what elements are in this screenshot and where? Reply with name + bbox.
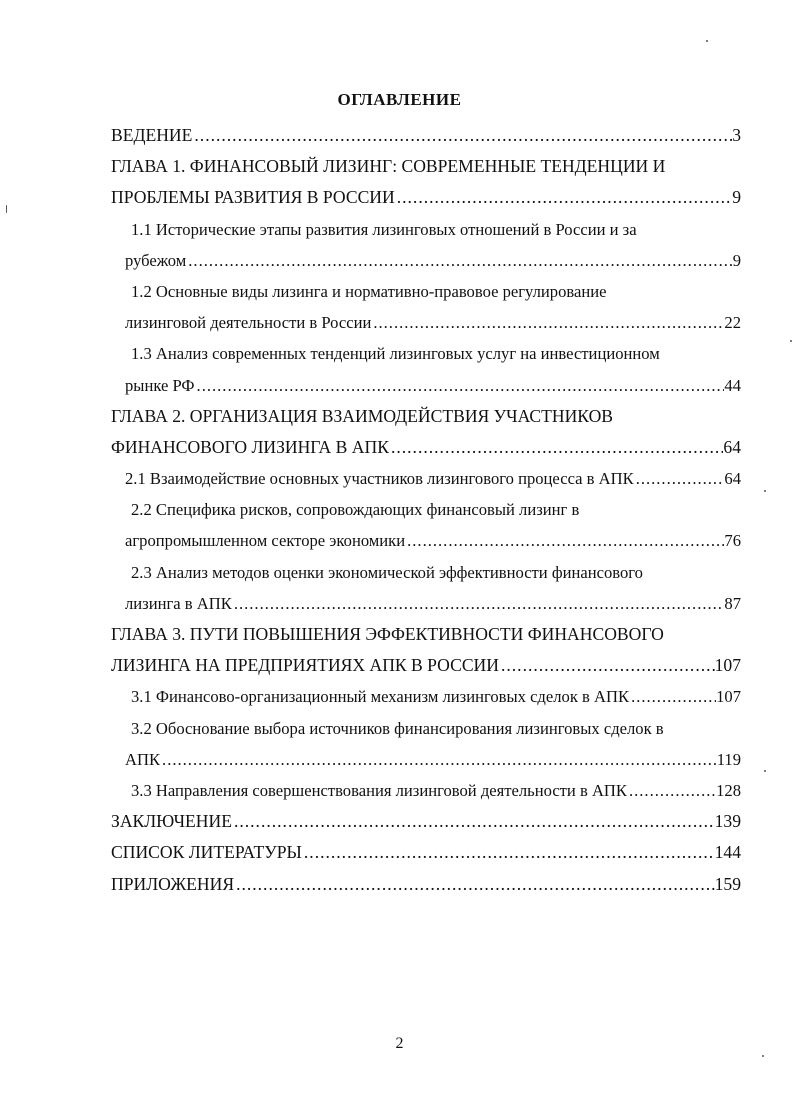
toc-leader-dots — [160, 744, 717, 775]
toc-entry-section-2-2-line-2[interactable] — [111, 525, 741, 556]
toc-entry-appendices[interactable] — [111, 869, 741, 900]
toc-page-number: 119 — [716, 749, 741, 769]
toc-entry-text: ПРИЛОЖЕНИЯ — [111, 873, 235, 894]
toc-entry-section-1-1-line-2[interactable] — [111, 245, 741, 276]
toc-entry-chapter-2-line-2[interactable] — [111, 432, 741, 463]
toc-entry-text: 1.1 Исторические этапы развития лизинговых отношений в России и за — [131, 219, 637, 239]
toc-leader-dots — [186, 245, 732, 276]
toc-entry-chapter-2-line-1[interactable] — [111, 401, 741, 432]
toc-entry-section-2-1[interactable] — [111, 463, 741, 494]
toc-entry-section-1-2-line-2[interactable] — [111, 307, 741, 338]
toc-entry-section-2-2-line-1[interactable] — [111, 494, 741, 525]
toc-entry-chapter-3-line-2[interactable] — [111, 650, 741, 681]
toc-entry-section-1-1-line-1[interactable] — [111, 214, 741, 245]
toc-entry-text: ЗАКЛЮЧЕНИЕ — [111, 811, 232, 832]
toc-page-number: 159 — [714, 873, 741, 894]
toc-leader-dots — [234, 869, 715, 900]
toc-entry-text: 2.3 Анализ методов оценки экономической эффективности финансового — [131, 562, 643, 582]
toc-entry-chapter-3-line-1[interactable] — [111, 619, 741, 650]
toc-entry-text-cont: рубежом — [125, 250, 187, 270]
scan-speck — [764, 490, 766, 492]
toc-entry-text-cont: АПК — [125, 749, 161, 769]
toc-entry-text-cont: рынке РФ — [125, 375, 195, 395]
toc-entry-section-1-3-line-2[interactable] — [111, 370, 741, 401]
toc-page-number: 22 — [724, 313, 741, 333]
toc-page-number: 64 — [723, 436, 741, 457]
toc-entry-text-cont: лизинга в АПК — [125, 593, 232, 613]
toc-leader-dots — [195, 370, 725, 401]
toc-entry-introduction[interactable] — [111, 120, 741, 151]
toc-entry-section-2-3-line-2[interactable] — [111, 588, 741, 619]
toc-entry-text: ГЛАВА 1. ФИНАНСОВЫЙ ЛИЗИНГ: СОВРЕМЕННЫЕ ТЕНДЕНЦИИ И — [111, 156, 666, 177]
toc-entry-chapter-1-line-1[interactable] — [111, 151, 741, 182]
toc-entry-text: 2.2 Специфика рисков, сопровождающих финансовый лизинг в — [131, 500, 580, 520]
scan-speck — [790, 340, 792, 342]
toc-entry-text-cont: лизинговой деятельности в России — [125, 313, 372, 333]
toc-page-number: 9 — [732, 187, 741, 208]
toc-leader-dots — [192, 120, 732, 151]
toc-entry-section-1-2-line-1[interactable] — [111, 276, 741, 307]
toc-title: ОГЛАВЛЕНИЕ — [337, 90, 462, 109]
toc-page-number: 128 — [716, 780, 741, 800]
toc-entry-section-3-1[interactable] — [111, 681, 741, 712]
toc-page-number: 76 — [724, 531, 741, 551]
toc-entry-text-cont: ФИНАНСОВОГО ЛИЗИНГА В АПК — [111, 436, 389, 457]
toc-leader-dots — [232, 588, 725, 619]
toc-entry-text: 2.1 Взаимодействие основных участников лизингового процесса в АПК — [125, 469, 634, 489]
table-of-contents — [111, 120, 741, 900]
toc-page-number: 87 — [724, 593, 741, 613]
toc-page-number: 3 — [732, 125, 741, 145]
toc-entry-section-3-3[interactable] — [111, 775, 741, 806]
toc-entry-text: ГЛАВА 3. ПУТИ ПОВЫШЕНИЯ ЭФФЕКТИВНОСТИ ФИНАНСОВОГО — [111, 624, 664, 644]
toc-entry-chapter-1-line-2[interactable] — [111, 182, 741, 213]
scan-speck — [6, 205, 7, 213]
toc-leader-dots — [395, 182, 732, 213]
toc-entry-text-cont: агропромышленном секторе экономики — [125, 531, 406, 551]
page-number: 2 — [395, 1035, 404, 1052]
toc-leader-dots — [405, 525, 724, 556]
toc-entry-text: ГЛАВА 2. ОРГАНИЗАЦИЯ ВЗАИМОДЕЙСТВИЯ УЧАСТНИКОВ — [111, 405, 614, 426]
toc-entry-text: 1.2 Основные виды лизинга и нормативно-правовое регулирование — [131, 281, 607, 301]
toc-entry-bibliography[interactable] — [111, 837, 741, 868]
toc-entry-text: ВЕДЕНИЕ — [111, 125, 193, 145]
toc-entry-text: 3.2 Обоснование выбора источников финансирования лизинговых сделок в — [131, 718, 664, 738]
toc-leader-dots — [389, 432, 723, 463]
toc-leader-dots — [627, 775, 716, 806]
toc-leader-dots — [232, 806, 715, 837]
toc-entry-section-3-2-line-2[interactable] — [111, 744, 741, 775]
toc-page-number: 9 — [732, 250, 741, 270]
toc-page-number: 107 — [716, 687, 741, 707]
toc-page-number: 64 — [724, 469, 741, 489]
scan-speck — [764, 770, 766, 772]
toc-entry-section-3-2-line-1[interactable] — [111, 713, 741, 744]
toc-leader-dots — [629, 681, 716, 712]
toc-page-number: 44 — [724, 375, 741, 395]
toc-entry-text: 3.1 Финансово-организационный механизм лизинговых сделок в АПК — [131, 687, 630, 707]
toc-entry-text: 1.3 Анализ современных тенденций лизинговых услуг на инвестиционном — [131, 344, 660, 364]
toc-entry-text: 3.3 Направления совершенствования лизинговой деятельности в АПК — [131, 780, 627, 800]
toc-leader-dots — [371, 307, 724, 338]
toc-entry-text-cont: ПРОБЛЕМЫ РАЗВИТИЯ В РОССИИ — [111, 187, 395, 208]
toc-entry-conclusion[interactable] — [111, 806, 741, 837]
toc-page-number: 139 — [714, 811, 741, 832]
scan-speck — [706, 40, 708, 42]
toc-leader-dots — [302, 837, 715, 868]
toc-entry-section-2-3-line-1[interactable] — [111, 557, 741, 588]
toc-leader-dots — [634, 463, 725, 494]
toc-entry-text: СПИСОК ЛИТЕРАТУРЫ — [111, 842, 302, 863]
toc-entry-section-1-3-line-1[interactable] — [111, 338, 741, 369]
toc-page-number: 144 — [714, 842, 741, 863]
toc-page-number: 107 — [714, 655, 741, 676]
toc-leader-dots — [499, 650, 715, 681]
toc-entry-text-cont: ЛИЗИНГА НА ПРЕДПРИЯТИЯХ АПК В РОССИИ — [111, 655, 499, 676]
scan-speck — [762, 1055, 764, 1057]
